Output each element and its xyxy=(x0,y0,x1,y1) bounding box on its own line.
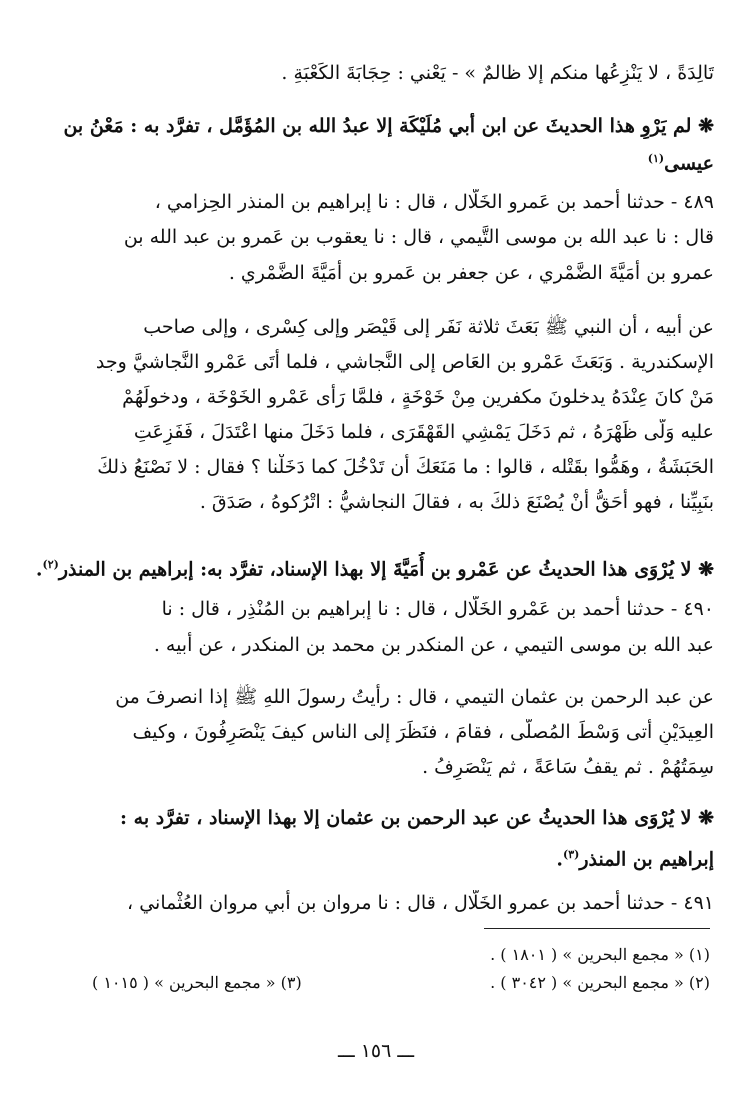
footnote-2: (٢) « مجمع البحرين » ( ٣٠٤٢ ) . xyxy=(490,973,710,992)
text-line: العِيدَيْنِ أتى وَسْطَ المُصلَّى ، فقامَ ، فنَظَرَ إلى الناس كيفَ يَنْصَرِفُونَ ، وكيف xyxy=(132,721,714,743)
narration-note-1: ❋ لم يَرْوِ هذا الحديثَ عن ابن أَبي مُلَيْكَة إلا عبدُ الله بن المُؤَمَّل ، تفرَّد به : مَعْنُ بن xyxy=(63,115,714,137)
footnote-3: (٣) « مجمع البحرين » ( ١٠١٥ ) xyxy=(92,973,302,992)
narration-note-3: ❋ لا يُرْوَى هذا الحديثُ عن عبد الرحمن بن عثمان إلا بهذا الإسناد ، تفرَّد به : xyxy=(120,807,714,829)
narration-note-1-cont: عيسى$^{(١)}$ xyxy=(647,152,714,175)
text-line: الحَبَشَةُ ، وهَمُّوا بقَتْله ، قالوا : ما مَنَعَكَ أن تَدْخُلَ كما دَخَلْنا ؟ فقال : لا نَصْنَعُ ذلكَ xyxy=(97,456,714,478)
text-line-1: تَالِدَةً ، لا يَنْزِعُها منكم إلا ظالمٌ » - يَعْني : حِجَابَةَ الكَعْبَةِ . xyxy=(281,62,714,84)
hadith-490-header: ٤٩٠ - حدثنا أحمد بن عَمْرو الخَلَّال ، قال : نا إبراهيم بن المُنْذِر ، قال : نا xyxy=(161,598,714,620)
footnote-1: (١) « مجمع البحرين » ( ١٨٠١ ) . xyxy=(490,945,710,964)
text-line: الإسكندرية . وَبَعَثَ عَمْرو بن العَاص إلى النَّجاشي ، فلما أَتَى عَمْرو النَّجاشيَّ وجد xyxy=(95,351,714,373)
narration-note-3-cont: إبراهيم بن المنذر$^{(٣)}$. xyxy=(556,848,714,871)
hadith-491-header: ٤٩١ - حدثنا أحمد بن عمرو الخَلَّال ، قال : نا مروان بن أبي مروان العُثْماني ، xyxy=(127,892,714,914)
text-line: عن أبيه ، أن النبي ﷺ بَعَثَ ثلاثة نَفَر إلى قَيْصَر وإلى كِسْرى ، وإلى صاحب xyxy=(143,316,714,338)
narration-note-2: ❋ لا يُرْوَى هذا الحديثُ عن عَمْرو بن أُمَيَّةَ إلا بهذا الإسناد، تفرَّد به: إبراهيم بن المنذر$^{(٢)}$. xyxy=(35,558,714,581)
text-line: عبد الله بن موسى التيمي ، عن المنكدر بن محمد بن المنكدر ، عن أبيه . xyxy=(153,634,714,656)
text-line: عمرو بن أُمَيَّةَ الضَّمْري ، عن جعفر بن عَمرو بن أُمَيَّةَ الضَّمْري . xyxy=(228,262,714,284)
text-line: عليه وَلَّى ظَهْرَهُ ، ثم دَخَلَ يَمْشِي القَهْقَرَى ، فلما دَخَلَ منها اعْتَدَلَ ، فَفَزِعَتِ xyxy=(133,421,714,443)
text-line: مَنْ كانَ عِنْدَهُ يدخلونَ مكفرين مِنْ خَوْخَةٍ ، فلمَّا رَأَى عَمْرو الخَوْخَة ، ودخولَهُمْ xyxy=(122,386,714,408)
text-line: بنَبِيِّنا ، فهو أحَقُّ أَنْ يُصْنَعَ ذلكَ به ، فقالَ النجاشيُّ : اتْرُكوهُ ، صَدَقَ . xyxy=(199,491,714,513)
text-line: قال : نا عبد الله بن موسى التَّيمي ، قال : نا يعقوب بن عَمرو بن عبد الله بن xyxy=(123,226,714,248)
text-line: عن عبد الرحمن بن عثمان التيمي ، قال : رأيتُ رسولَ اللهِ ﷺ إذا انصرفَ من xyxy=(115,686,714,708)
hadith-489-header: ٤٨٩ - حدثنا أحمد بن عَمرو الخَلَّال ، قال : نا إبراهيم بن المنذر الحِزامي ، xyxy=(154,191,714,213)
page-number: ـــ ١٥٦ ـــ xyxy=(337,1040,415,1062)
text-line: سِمَتُهُمْ . ثم يقفُ سَاعَةً ، ثم يَنْصَرِفُ . xyxy=(422,756,714,778)
footnote-separator xyxy=(484,928,710,929)
